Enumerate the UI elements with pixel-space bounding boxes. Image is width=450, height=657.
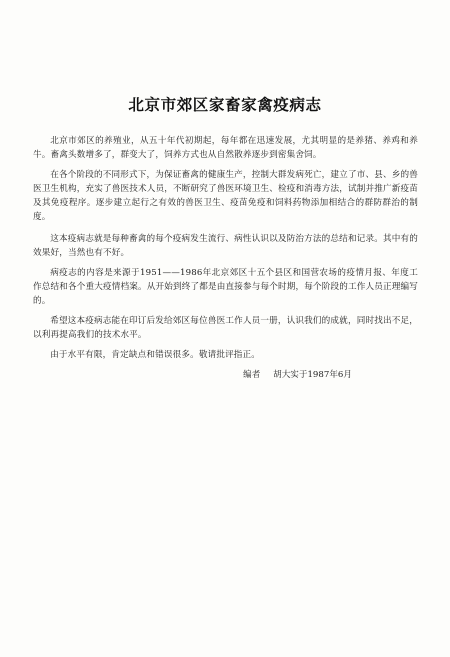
document-body <box>33 134 418 382</box>
signature-author-date: 胡大实于1987年6月 <box>273 370 352 380</box>
paragraph-1: 北京市郊区的养殖业，从五十年代初期起，每年都在迅速发展，尤其明显的是养猪、养鸡和养牛。畜禽头数增多了，群变大了，饲养方式也从自然散养逐步到密集舍饲。 <box>33 136 418 160</box>
signature-label: 编者 <box>243 370 261 380</box>
document-title: 北京市郊区家畜家禽疫病志 <box>128 96 322 114</box>
paragraph-4: 病疫志的内容是来源于1951——1986年北京郊区十五个县区和国营农场的疫情月报、年度工作总结和各个重大疫情档案。从开始到终了都是由直接参与每个时期，每个阶段的工作人员正理编写的。 <box>33 268 418 306</box>
paragraph-6: 由于水平有限，肯定缺点和错误很多。敬请批评指正。 <box>50 350 261 360</box>
signature-line <box>33 368 418 382</box>
paragraph-2: 在各个阶段的不同形式下，为保证畜禽的健康生产，控制大群发病死亡，建立了市、县、乡的兽医卫生机构，充实了兽医技术人员，不断研究了兽医环境卫生、检疫和消毒方法，试制并推广新疫苗及其免疫程序。逐步建立起行之有效的兽医卫生、疫苗免疫和饲料药物添加相结合的群防群治的制度。 <box>33 170 418 222</box>
paragraph-5: 希望这本疫病志能在印订后发给郊区每位兽医工作人员一册，认识我们的成就，同时找出不足，以利再提高我们的技术水平。 <box>33 316 418 340</box>
paragraph-3: 这本疫病志就是每种畜禽的每个疫病发生流行、病性认识以及防治方法的总结和记录。其中有的效果好，当然也有不好。 <box>33 234 418 258</box>
